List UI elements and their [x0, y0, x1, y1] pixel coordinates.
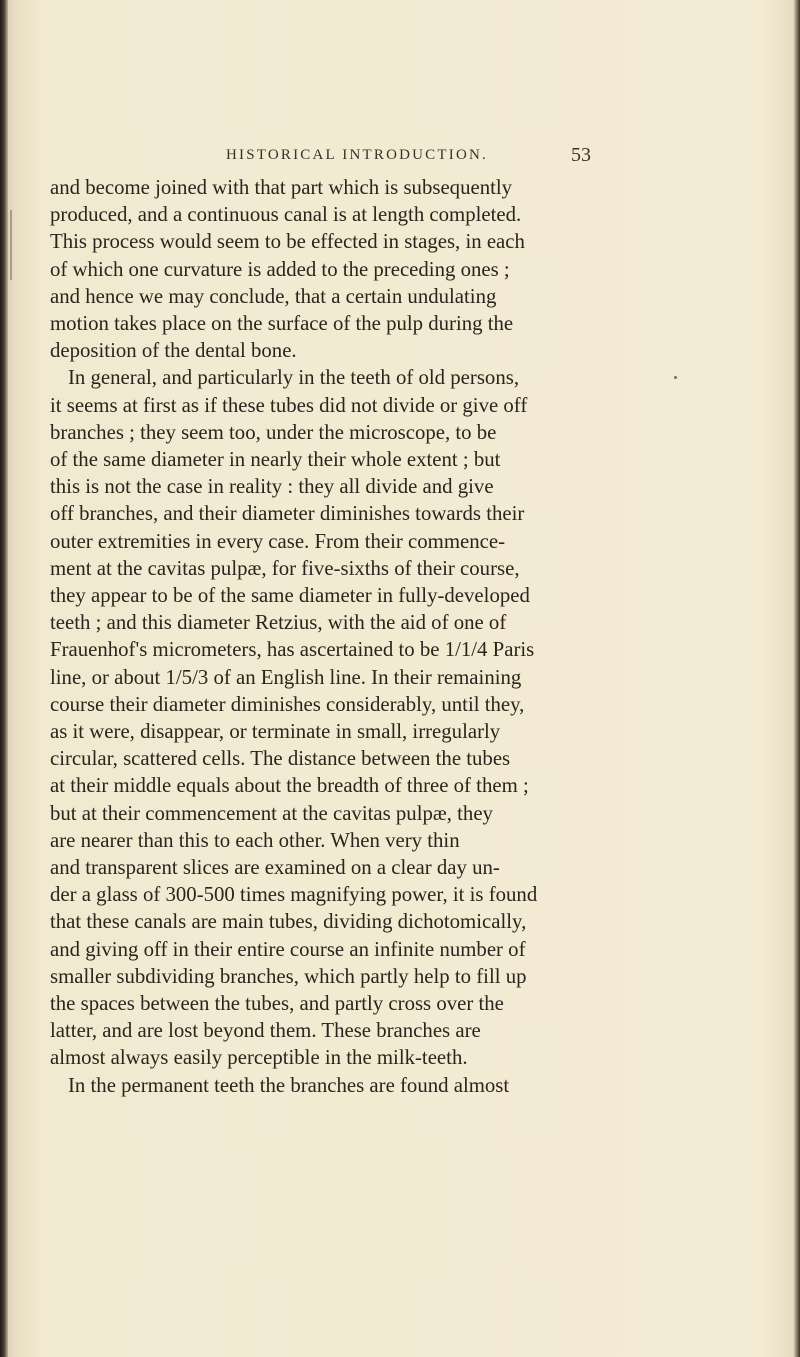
text-line: smaller subdividing branches, which partly help to fill up [50, 964, 527, 988]
text-line: as it were, disappear, or terminate in small, irregularly [50, 720, 501, 743]
text-line: latter, and are lost beyond them. These branches are [50, 1019, 481, 1043]
text-line: outer extremities in every case. From their commence- [50, 529, 506, 553]
margin-dot [674, 376, 677, 379]
text-line: deposition of the dental bone. [50, 339, 297, 363]
text-line: line, or about 1/5/3 of an English line. In their remaining [50, 665, 522, 689]
page-edge-shadow [794, 0, 800, 1357]
text-line: teeth ; and this diameter Retzius, with the aid of one of [50, 611, 507, 635]
page-binding-shadow [0, 0, 8, 1357]
text-line: off branches, and their diameter diminishes towards their [50, 502, 525, 526]
text-line: der a glass of 300-500 times magnifying power, it is found [50, 883, 538, 907]
page-number: 53 [571, 144, 591, 166]
text-line: and transparent slices are examined on a clear day un- [50, 856, 500, 879]
text-line: and hence we may conclude, that a certain undulating [50, 284, 497, 308]
text-line: branches ; they seem too, under the microscope, to be [50, 420, 497, 444]
text-line: almost always easily perceptible in the milk-teeth. [50, 1046, 468, 1070]
text-line: produced, and a continuous canal is at length completed. [50, 203, 522, 227]
text-line: at their middle equals about the breadth of three of them ; [50, 774, 529, 798]
text-line: the spaces between the tubes, and partly cross over the [50, 992, 504, 1015]
text-line: Frauenhof's micrometers, has ascertained to be 1/1/4 Paris [50, 638, 535, 662]
scan-artifact [10, 210, 12, 280]
text-line: it seems at first as if these tubes did not divide or give off [50, 393, 528, 417]
text-line: and giving off in their entire course an infinite number of [50, 937, 526, 961]
text-line: that these canals are main tubes, dividing dichotomically, [50, 910, 527, 934]
text-line: This process would seem to be effected in stages, in each [50, 230, 525, 254]
text-line: they appear to be of the same diameter in fully-developed [50, 584, 530, 607]
running-head: HISTORICAL INTRODUCTION. [226, 147, 488, 163]
text-line: of which one curvature is added to the preceding ones ; [50, 257, 510, 281]
text-line: circular, scattered cells. The distance between the tubes [50, 747, 511, 771]
text-line: In the permanent teeth the branches are found almost [68, 1073, 510, 1097]
text-line: motion takes place on the surface of the pulp during the [50, 312, 514, 335]
text-line: and become joined with that part which is subsequently [50, 176, 513, 199]
text-line: of the same diameter in nearly their whole extent ; but [50, 448, 501, 471]
text-line: course their diameter diminishes considerably, until they, [50, 692, 525, 716]
text-line: this is not the case in reality : they all divide and give [50, 475, 494, 499]
text-line: are nearer than this to each other. When very thin [50, 828, 460, 852]
text-line: but at their commencement at the cavitas pulpæ, they [50, 801, 493, 825]
text-line: ment at the cavitas pulpæ, for five-sixths of their course, [50, 556, 520, 580]
text-line: In general, and particularly in the teeth of old persons, [68, 366, 520, 390]
